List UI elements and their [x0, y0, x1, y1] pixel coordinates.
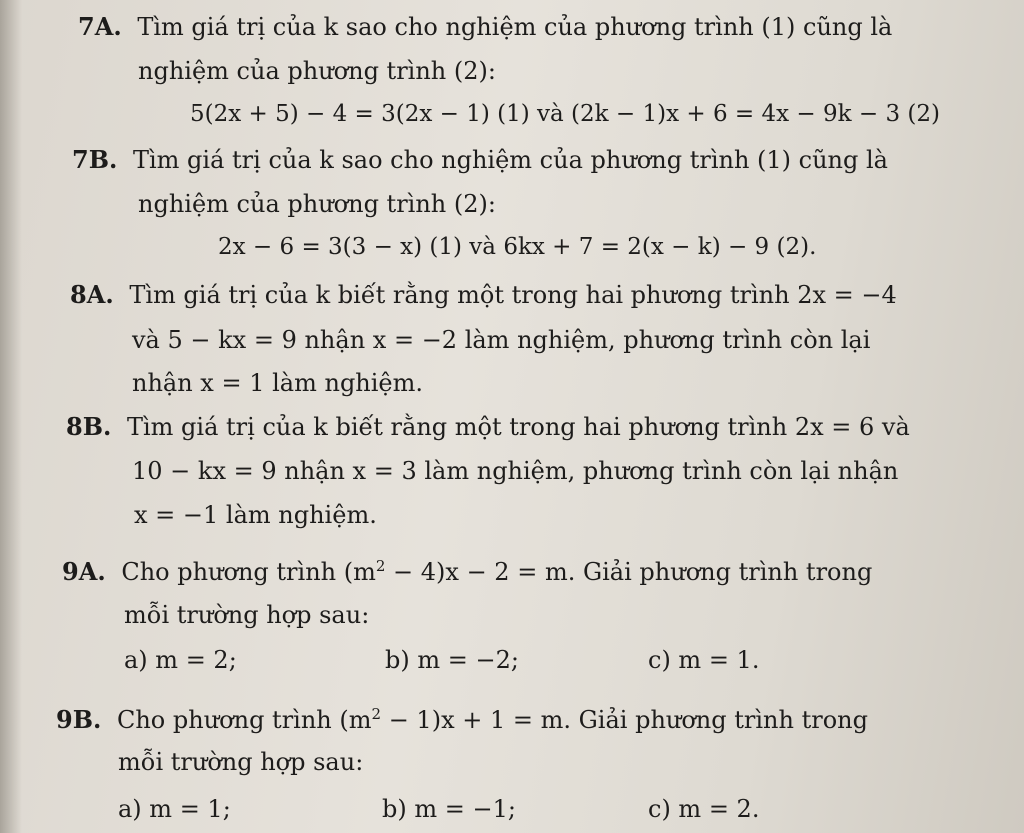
problem-8a-line-2: và 5 − kx = 9 nhận x = −2 làm nghiệm, phương trình còn lại — [132, 326, 871, 354]
problem-9b-label: 9B. — [56, 705, 102, 734]
problem-7a-line-2: nghiệm của phương trình (2): — [138, 57, 496, 85]
problem-9a-superscript: 2 — [375, 557, 386, 575]
problem-9b-superscript: 2 — [371, 705, 382, 723]
problem-7a-text-1: Tìm giá trị của k sao cho nghiệm của phương trình (1) cũng là — [137, 13, 893, 41]
problem-9a-option-a: a) m = 2; — [124, 646, 237, 674]
problem-9a-option-c: c) m = 1. — [648, 646, 760, 674]
problem-8a-text-1: Tìm giá trị của k biết rằng một trong hai phương trình 2x = −4 — [129, 281, 897, 309]
problem-7b-equation: 2x − 6 = 3(3 − x) (1) và 6kx + 7 = 2(x − k) − 9 (2). — [218, 234, 817, 260]
problem-9b-line-1 — [56, 699, 868, 735]
problem-8b-line-3: x = −1 làm nghiệm. — [134, 501, 377, 529]
problem-9b-option-b: b) m = −1; — [382, 795, 516, 823]
problem-9b-text-1-post: − 1)x + 1 = m. Giải phương trình trong — [381, 706, 868, 734]
problem-9a-text-1-pre: Cho phương trình (m — [121, 558, 376, 586]
problem-7b-text-1: Tìm giá trị của k sao cho nghiệm của phương trình (1) cũng là — [132, 146, 888, 174]
problem-9b-option-c: c) m = 2. — [648, 795, 760, 823]
problem-9b-option-a: a) m = 1; — [118, 795, 231, 823]
problem-7a-label: 7A. — [78, 12, 122, 41]
problem-9b-line-2: mỗi trường hợp sau: — [118, 748, 364, 776]
page-edge-shadow — [0, 0, 22, 833]
problem-7a-equation: 5(2x + 5) − 4 = 3(2x − 1) (1) và (2k − 1)x + 6 = 4x − 9k − 3 (2) — [190, 101, 940, 127]
problem-8a-line-1 — [70, 280, 897, 310]
problem-8b-text-1: Tìm giá trị của k biết rằng một trong hai phương trình 2x = 6 và — [126, 413, 910, 441]
problem-8a-label: 8A. — [70, 280, 114, 309]
problem-7b-line-2: nghiệm của phương trình (2): — [138, 190, 496, 218]
problem-7b-line-1 — [72, 145, 888, 175]
problem-8b-line-1 — [66, 412, 910, 442]
problem-8b-label: 8B. — [66, 412, 112, 441]
problem-9a-option-b: b) m = −2; — [385, 646, 519, 674]
problem-9a-line-1 — [62, 551, 872, 587]
problem-8b-line-2: 10 − kx = 9 nhận x = 3 làm nghiệm, phương trình còn lại nhận — [132, 457, 899, 485]
problem-9a-label: 9A. — [62, 557, 106, 586]
problem-8a-line-3: nhận x = 1 làm nghiệm. — [132, 369, 424, 397]
problem-9a-line-2: mỗi trường hợp sau: — [124, 601, 370, 629]
problem-9b-text-1-pre: Cho phương trình (m — [116, 706, 372, 734]
problem-9a-text-1-post: − 4)x − 2 = m. Giải phương trình trong — [385, 558, 873, 586]
problem-7a-line-1 — [78, 12, 892, 42]
problem-7b-label: 7B. — [72, 145, 118, 174]
